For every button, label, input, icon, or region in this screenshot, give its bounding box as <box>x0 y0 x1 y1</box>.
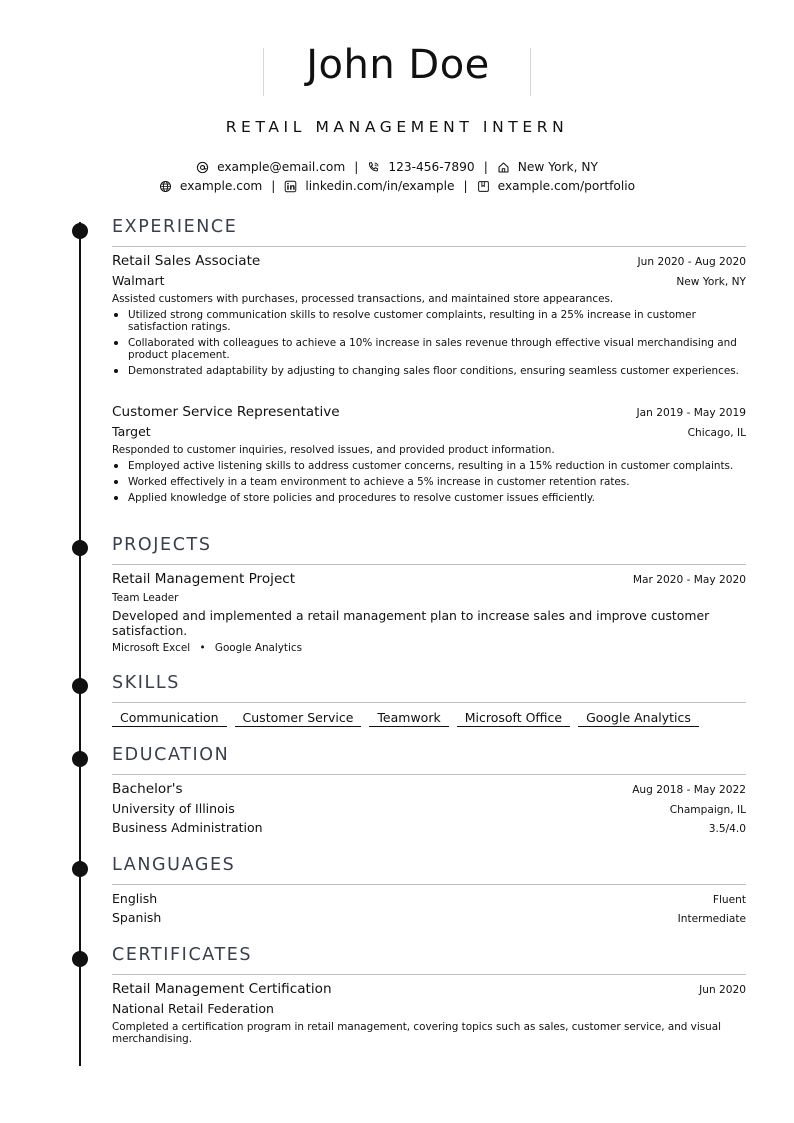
home-icon <box>497 161 510 174</box>
contact-website-text: example.com <box>179 179 263 193</box>
skill-tag: Customer Service <box>235 710 362 727</box>
contact-email-text: example@email.com <box>217 160 346 174</box>
list-item: Utilized strong communication skills to resolve customer complaints, resulting in a 25% increase in customer satisfaction ratings. <box>112 309 746 333</box>
job-dates: Jan 2019 - May 2019 <box>636 407 746 419</box>
job-company-row <box>112 424 746 439</box>
education-field-row <box>112 820 746 835</box>
education-degree: Bachelor's <box>112 781 183 797</box>
timeline-dot-projects <box>72 540 88 556</box>
contact-phone-text: 123-456-7890 <box>388 160 475 174</box>
project-tool: Google Analytics <box>214 642 303 654</box>
contact-portfolio-text: example.com/portfolio <box>497 179 636 193</box>
timeline-dot-languages <box>72 861 88 877</box>
job-header <box>112 253 746 269</box>
language-row <box>112 891 746 906</box>
certificate-date: Jun 2020 <box>699 984 746 996</box>
certificate-description: Completed a certification program in retail management, covering topics such as sales, customer service, and visual merchandising. <box>112 1021 721 1045</box>
contact-separator: | <box>271 179 276 193</box>
linkedin-icon <box>284 180 297 193</box>
projects-section <box>112 534 746 660</box>
section-divider <box>112 774 746 775</box>
section-heading: SKILLS <box>112 673 180 693</box>
job-bullets <box>112 460 746 508</box>
timeline-dot-certificates <box>72 951 88 967</box>
language-level: Intermediate <box>677 913 746 925</box>
contact-linkedin[interactable] <box>284 179 454 193</box>
education-field: Business Administration <box>112 820 263 835</box>
section-heading: PROJECTS <box>112 535 212 555</box>
project-description: Developed and implemented a retail management plan to increase sales and improve customer satisfaction. <box>112 608 710 638</box>
section-heading: CERTIFICATES <box>112 945 253 965</box>
project-header <box>112 571 746 587</box>
list-item: Collaborated with colleagues to achieve a 10% increase in sales revenue through effective visual merchandising and product placement. <box>112 337 746 361</box>
job-summary: Assisted customers with purchases, processed transactions, and maintained store appearances. <box>112 293 614 305</box>
job-summary: Responded to customer inquiries, resolved issues, and provided product information. <box>112 444 555 456</box>
timeline-line <box>79 222 81 1066</box>
experience-section <box>112 216 746 526</box>
list-item: Employed active listening skills to address customer concerns, resulting in a 15% reduction in customer complaints. <box>112 460 746 472</box>
contact-location-text: New York, NY <box>517 160 598 174</box>
skills-section <box>112 672 746 732</box>
contact-location <box>497 160 598 174</box>
job-title: Customer Service Representative <box>112 404 340 420</box>
education-dates: Aug 2018 - May 2022 <box>632 784 746 796</box>
languages-section <box>112 854 746 934</box>
job-location: New York, NY <box>676 276 746 288</box>
job-bullets <box>112 309 746 381</box>
list-item: Demonstrated adaptability by adjusting to changing sales floor conditions, ensuring seamless customer experiences. <box>112 365 746 377</box>
contact-phone[interactable] <box>367 160 474 174</box>
skill-tag: Teamwork <box>369 710 448 727</box>
job-dates: Jun 2020 - Aug 2020 <box>637 256 746 268</box>
project-dates: Mar 2020 - May 2020 <box>632 574 746 586</box>
language-row <box>112 910 746 925</box>
education-school: University of Illinois <box>112 801 235 816</box>
job-company: Target <box>112 424 151 439</box>
job-location: Chicago, IL <box>687 427 746 439</box>
at-icon <box>196 161 209 174</box>
job-company: Walmart <box>112 273 165 288</box>
section-heading: LANGUAGES <box>112 855 236 875</box>
contact-separator: | <box>463 179 468 193</box>
certificates-section <box>112 944 746 1054</box>
education-gpa: 3.5/4.0 <box>708 823 746 835</box>
globe-icon <box>159 180 172 193</box>
skill-tag: Google Analytics <box>578 710 699 727</box>
contact-separator: | <box>483 160 488 174</box>
education-degree-row <box>112 781 746 797</box>
contact-separator: | <box>354 160 359 174</box>
list-item: Applied knowledge of store policies and procedures to resolve customer issues efficiently. <box>112 492 746 504</box>
contact-website[interactable] <box>159 179 262 193</box>
project-tool: Microsoft Excel <box>112 642 191 654</box>
project-tools <box>112 642 746 654</box>
education-school-row <box>112 801 746 816</box>
contact-row-1 <box>0 160 794 174</box>
list-item: Worked effectively in a team environment to achieve a 5% increase in customer retention rates. <box>112 476 746 488</box>
name-frame <box>263 42 531 96</box>
skills-list <box>112 710 707 727</box>
contact-portfolio[interactable] <box>477 179 635 193</box>
candidate-name: John Doe <box>306 42 490 88</box>
project-role: Team Leader <box>112 592 179 604</box>
language-level: Fluent <box>712 894 746 906</box>
project-title: Retail Management Project <box>112 571 296 587</box>
job-company-row <box>112 273 746 288</box>
education-location: Champaign, IL <box>669 804 746 816</box>
section-divider <box>112 564 746 565</box>
skill-tag: Microsoft Office <box>457 710 570 727</box>
job-title: RETAIL MANAGEMENT INTERN <box>225 118 569 136</box>
section-divider <box>112 246 746 247</box>
section-divider <box>112 884 746 885</box>
certificate-header <box>112 981 746 997</box>
timeline-dot-skills <box>72 678 88 694</box>
section-heading: EDUCATION <box>112 745 230 765</box>
job-title: Retail Sales Associate <box>112 253 261 269</box>
section-heading: EXPERIENCE <box>112 217 238 237</box>
education-section <box>112 744 746 844</box>
contact-row-2 <box>0 179 794 193</box>
portfolio-icon <box>477 180 490 193</box>
contact-email[interactable] <box>196 160 345 174</box>
timeline-dot-education <box>72 751 88 767</box>
timeline-dot-experience <box>72 223 88 239</box>
tool-separator: • <box>199 642 206 654</box>
certificate-title: Retail Management Certification <box>112 981 332 997</box>
section-divider <box>112 702 746 703</box>
job-header <box>112 404 746 420</box>
certificate-issuer: National Retail Federation <box>112 1001 274 1016</box>
section-divider <box>112 974 746 975</box>
certificate-issuer-row <box>112 1001 746 1016</box>
contact-linkedin-text: linkedin.com/in/example <box>305 179 455 193</box>
skill-tag: Communication <box>112 710 227 727</box>
language-name: English <box>112 891 158 906</box>
language-name: Spanish <box>112 910 162 925</box>
phone-icon <box>367 161 380 174</box>
